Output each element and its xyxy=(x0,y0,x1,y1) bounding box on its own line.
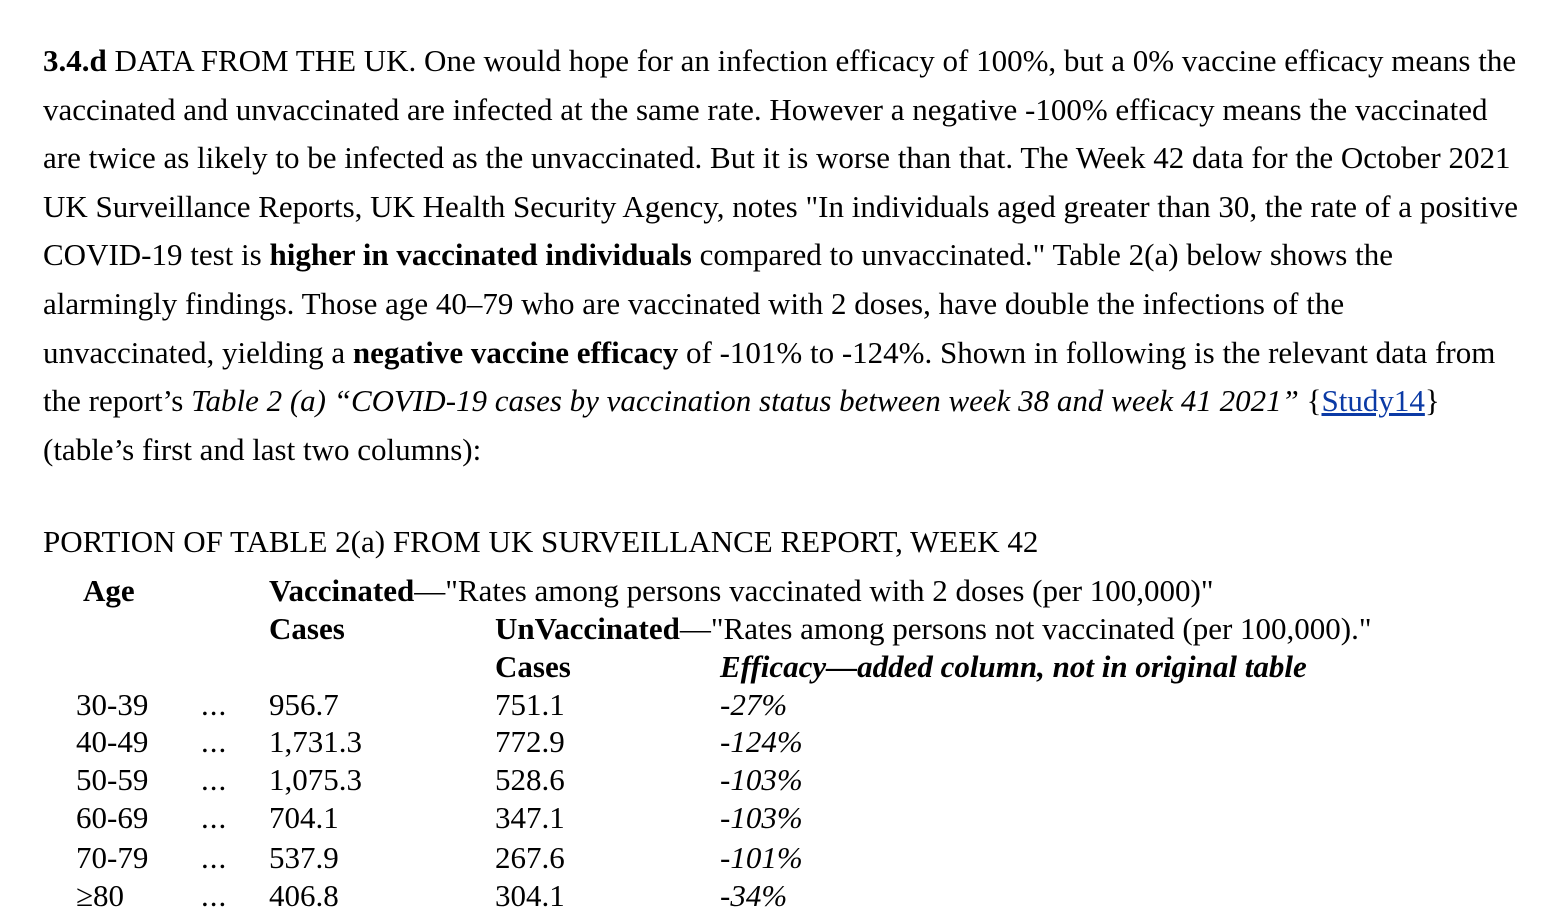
row-efficacy: -34% xyxy=(720,878,788,913)
row-unvaccinated-cases: 347.1 xyxy=(495,800,565,835)
row-vaccinated-cases: 406.8 xyxy=(269,878,339,913)
row-age: ≥80 xyxy=(76,878,125,913)
emphasis-higher-in-vaccinated: higher in vaccinated individuals xyxy=(269,237,692,273)
row-vaccinated-cases: 537.9 xyxy=(269,840,339,875)
row-unvaccinated-cases: 304.1 xyxy=(495,878,565,913)
row-unvaccinated-cases: 751.1 xyxy=(495,687,565,722)
table-citation-title: Table 2 (a) “COVID-19 cases by vaccination status between week 38 and week 41 2021” xyxy=(191,383,1299,419)
efficacy-column-header: Efficacy—added column, not in original table xyxy=(720,649,1307,684)
row-dots: ... xyxy=(201,840,228,875)
row-efficacy: -101% xyxy=(720,840,803,875)
emphasis-negative-efficacy: negative vaccine efficacy xyxy=(352,334,679,370)
unvaccinated-cases-header: Cases xyxy=(495,649,571,684)
vaccinated-header-label: Vaccinated xyxy=(269,573,415,608)
row-vaccinated-cases: 704.1 xyxy=(269,800,339,835)
row-age: 40-49 xyxy=(76,724,149,759)
paragraph-text-3: of -101% to -124%. Shown in following is the relevant data from the report’s xyxy=(43,334,1496,419)
row-unvaccinated-cases: 528.6 xyxy=(495,762,565,797)
row-dots: ... xyxy=(201,687,228,722)
row-age: 60-69 xyxy=(76,800,149,835)
unvaccinated-header-label: UnVaccinated xyxy=(495,611,680,646)
section-number: 3.4.d xyxy=(43,43,107,78)
body-paragraph xyxy=(43,37,1518,474)
paragraph-text-4: { xyxy=(1298,383,1322,419)
paragraph-text-2: compared to unvaccinated." Table 2(a) below shows the alarmingly findings. Those age 40–79 who are vaccinated with 2 doses, have double the infections of the unvaccinated, yielding a xyxy=(43,237,1393,370)
row-dots: ... xyxy=(201,762,228,797)
unvaccinated-header-description: —"Rates among persons not vaccinated (per 100,000)." xyxy=(679,611,1372,646)
row-efficacy: -103% xyxy=(720,800,803,835)
vaccinated-cases-header: Cases xyxy=(269,611,345,646)
row-dots: ... xyxy=(201,878,228,913)
vaccinated-header-description: —"Rates among persons vaccinated with 2 doses (per 100,000)" xyxy=(414,573,1214,608)
row-age: 50-59 xyxy=(76,762,149,797)
row-vaccinated-cases: 956.7 xyxy=(269,687,339,722)
table-heading: PORTION OF TABLE 2(a) FROM UK SURVEILLANCE REPORT, WEEK 42 xyxy=(43,524,1039,559)
unvaccinated-column-header xyxy=(495,610,1372,648)
paragraph-text-5: } (table’s first and last two columns): xyxy=(43,383,1440,467)
age-column-header: Age xyxy=(83,573,135,608)
row-dots: ... xyxy=(201,800,228,835)
row-dots: ... xyxy=(201,724,228,759)
row-vaccinated-cases: 1,731.3 xyxy=(269,724,362,759)
study14-link[interactable]: Study14 xyxy=(1321,383,1425,419)
row-age: 70-79 xyxy=(76,840,149,875)
row-vaccinated-cases: 1,075.3 xyxy=(269,762,362,797)
row-efficacy: -27% xyxy=(720,687,788,722)
row-efficacy: -103% xyxy=(720,762,803,797)
row-age: 30-39 xyxy=(76,687,149,722)
row-unvaccinated-cases: 267.6 xyxy=(495,840,565,875)
paragraph-text-1: DATA FROM THE UK. One would hope for an infection efficacy of 100%, but a 0% vaccine efficacy means the vaccinated and unvaccinated are infected at the same rate. However a negative -100% efficacy means the vaccinated are twice as likely to be infected as the unvaccinated. But it is worse than that. The Week 42 data for the October 2021 UK Surveillance Reports, UK Health Security Agency, notes "In individuals aged greater than 30, the rate of a positive COVID-19 test is xyxy=(43,43,1518,273)
row-unvaccinated-cases: 772.9 xyxy=(495,724,565,759)
row-efficacy: -124% xyxy=(720,724,803,759)
vaccinated-column-header xyxy=(269,572,1214,610)
